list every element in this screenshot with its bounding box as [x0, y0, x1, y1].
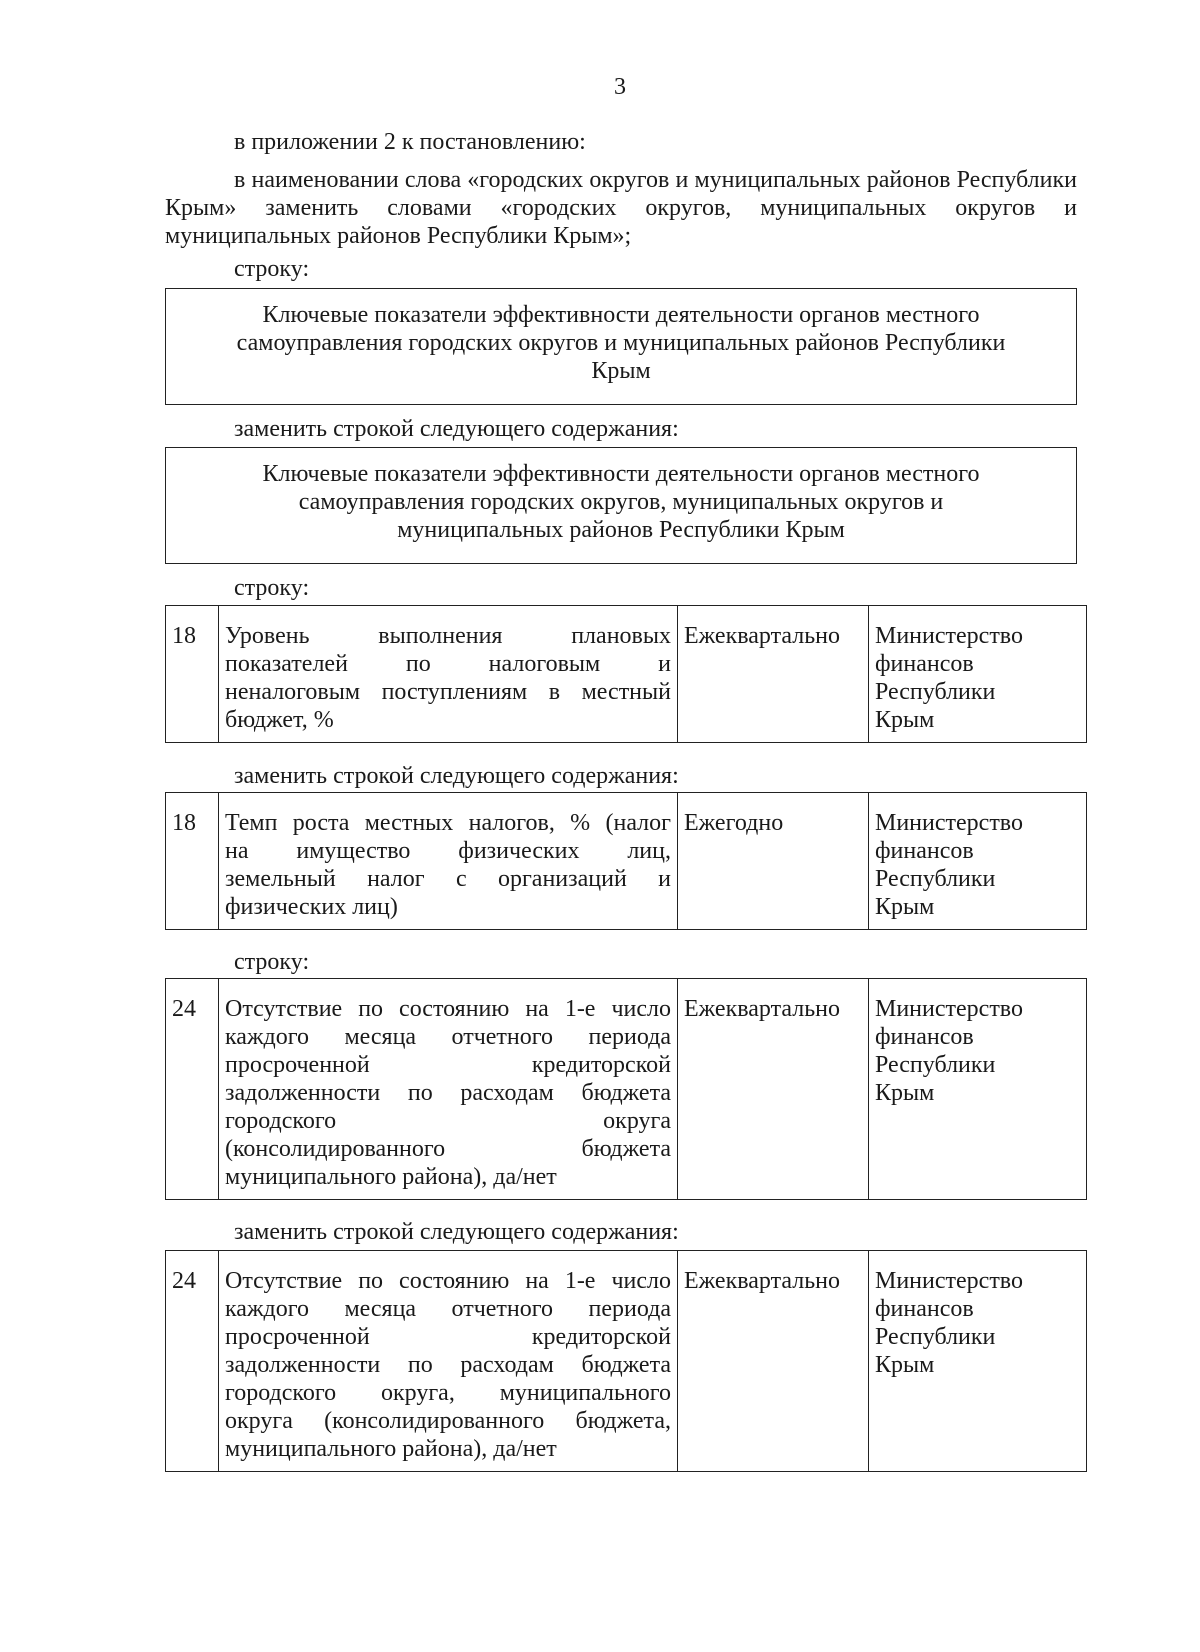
rename-paragraph: в наименовании слова «городских округов и муниципальных районов Республики Крым» заменить словами «городских округов, муниципальных округов и муниципальных районов Республики Крым»; [165, 167, 1077, 249]
org-line: Крым [875, 1080, 935, 1106]
desc-line: (консолидированного бюджета [225, 1136, 671, 1162]
desc-line: Отсутствие по состоянию на 1-е число [225, 1268, 671, 1294]
desc-line: каждого месяца отчетного периода [225, 1296, 671, 1322]
desc-line: Уровень выполнения плановых [225, 623, 671, 649]
replace-label-2: заменить строкой следующего содержания: [234, 763, 679, 789]
row-organization [869, 793, 1087, 930]
org-line: Министерство [875, 1268, 1023, 1294]
replace-label-1: заменить строкой следующего содержания: [234, 416, 679, 442]
row-description [219, 606, 678, 743]
desc-line: на имущество физических лиц, [225, 838, 671, 864]
title-new-line: Ключевые показатели эффективности деятельности органов местного [262, 461, 980, 487]
row-description [219, 979, 678, 1200]
desc-line: муниципального района), да/нет [225, 1164, 557, 1190]
row-organization [869, 606, 1087, 743]
title-new-line: муниципальных районов Республики Крым [397, 517, 845, 543]
row-frequency: Ежеквартально [678, 979, 869, 1200]
desc-line: показателей по налоговым и [225, 651, 671, 677]
desc-line: Темп роста местных налогов, % (налог [225, 810, 671, 836]
org-line: финансов [875, 838, 974, 864]
desc-line: земельный налог с организаций и [225, 866, 671, 892]
org-line: финансов [875, 1024, 974, 1050]
row-organization [869, 1251, 1087, 1472]
page-number: 3 [614, 74, 626, 100]
title-new-box [165, 447, 1077, 564]
row-frequency: Ежеквартально [678, 606, 869, 743]
org-line: Республики [875, 1324, 996, 1350]
desc-line: каждого месяца отчетного периода [225, 1024, 671, 1050]
row-description [219, 1251, 678, 1472]
desc-line: неналоговым поступлениям в местный [225, 679, 671, 705]
row-label-2: строку: [234, 575, 310, 601]
desc-line: муниципального района), да/нет [225, 1436, 557, 1462]
desc-line: просроченной кредиторской [225, 1324, 671, 1350]
org-line: Крым [875, 894, 935, 920]
org-line: Министерство [875, 623, 1023, 649]
row-number: 24 [166, 979, 219, 1200]
org-line: финансов [875, 1296, 974, 1322]
org-line: финансов [875, 651, 974, 677]
org-line: Министерство [875, 810, 1023, 836]
row-organization [869, 979, 1087, 1200]
desc-line: городского округа, муниципального [225, 1380, 671, 1406]
desc-line: просроченной кредиторской [225, 1052, 671, 1078]
org-line: Крым [875, 707, 935, 733]
org-line: Республики [875, 1052, 996, 1078]
desc-line: задолженности по расходам бюджета [225, 1352, 671, 1378]
title-old-line: самоуправления городских округов и муниципальных районов Республики [236, 330, 1006, 356]
row-number: 18 [166, 793, 219, 930]
table-row-18-old [165, 605, 1087, 743]
desc-line: задолженности по расходам бюджета [225, 1080, 671, 1106]
intro-paragraph: в приложении 2 к постановлению: [234, 129, 586, 155]
desc-line: Отсутствие по состоянию на 1-е число [225, 996, 671, 1022]
row-description [219, 793, 678, 930]
desc-line: физических лиц) [225, 894, 398, 920]
row-frequency: Ежегодно [678, 793, 869, 930]
desc-line: городского округа [225, 1108, 671, 1134]
title-old-line: Ключевые показатели эффективности деятельности органов местного [262, 302, 980, 328]
table-row-18-new [165, 792, 1087, 930]
table-row-24-old [165, 978, 1087, 1200]
desc-line: округа (консолидированного бюджета, [225, 1408, 671, 1434]
org-line: Республики [875, 679, 996, 705]
org-line: Республики [875, 866, 996, 892]
row-number: 24 [166, 1251, 219, 1472]
title-new-line: самоуправления городских округов, муниципальных округов и [298, 489, 944, 515]
replace-label-3: заменить строкой следующего содержания: [234, 1219, 679, 1245]
org-line: Крым [875, 1352, 935, 1378]
row-label-1: строку: [234, 256, 310, 282]
desc-line: бюджет, % [225, 707, 334, 733]
row-label-3: строку: [234, 949, 310, 975]
title-old-line: Крым [591, 358, 651, 384]
org-line: Министерство [875, 996, 1023, 1022]
row-number: 18 [166, 606, 219, 743]
title-old-box [165, 288, 1077, 405]
table-row-24-new [165, 1250, 1087, 1472]
row-frequency: Ежеквартально [678, 1251, 869, 1472]
